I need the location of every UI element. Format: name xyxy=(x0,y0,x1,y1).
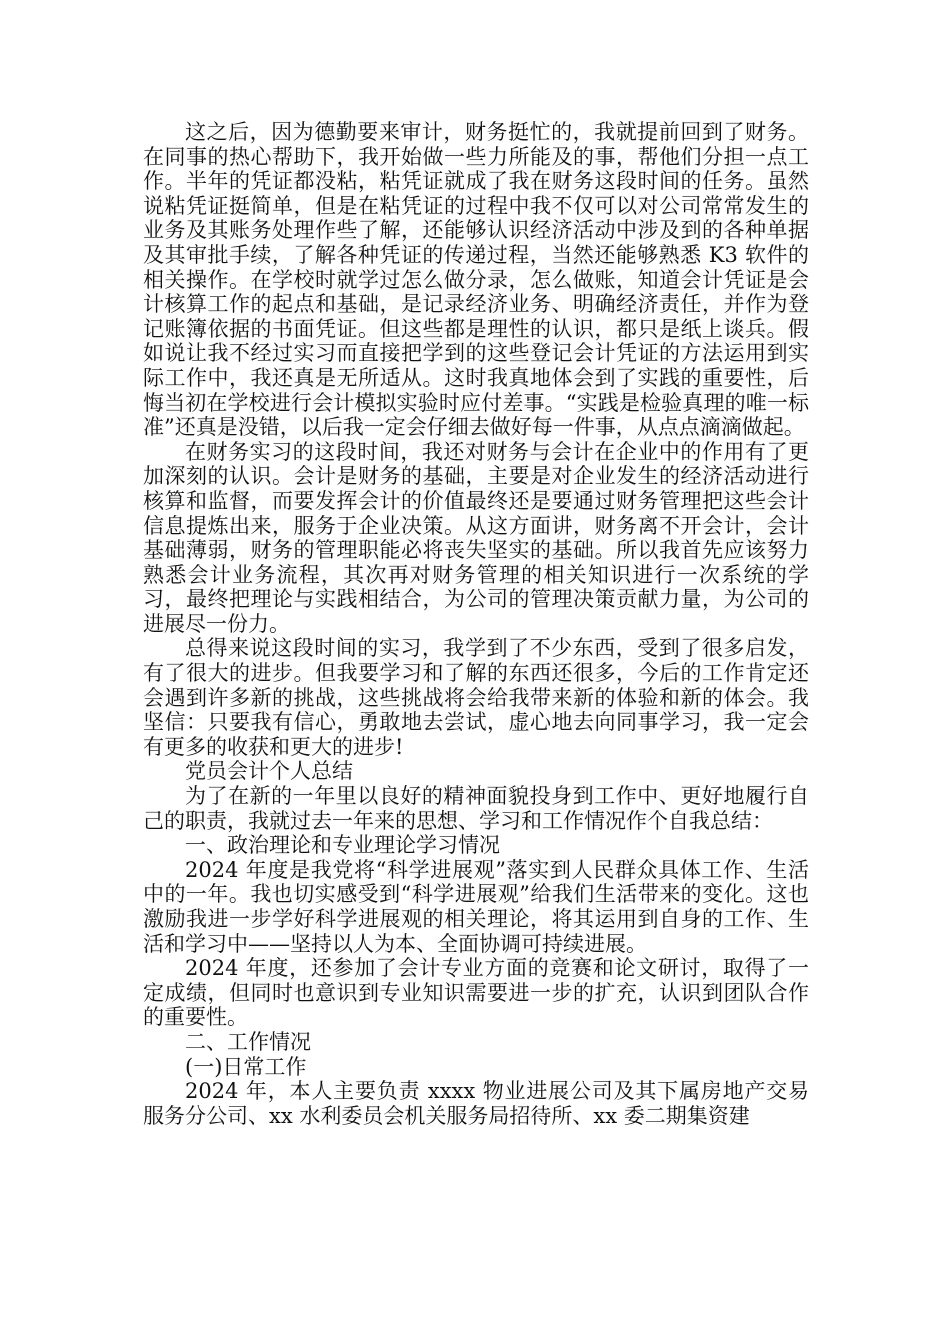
paragraph-internship-summary: 总得来说这段时间的实习，我学到了不少东西，受到了很多启发，有了很大的进步。但我要学习和了解的东西还很多，今后的工作肯定还会遇到许多新的挑战，这些挑战将会给我带来新的体验和新的体会。我坚信：只要我有信心，勇敢地去尝试，虚心地去向同事学习，我一定会有更多的收获和更大的进步! xyxy=(143,636,809,759)
paragraph-competitions: 2024 年度，还参加了会计专业方面的竞赛和论文研讨，取得了一定成绩，但同时也意识到专业知识需要进一步的扩充，认识到团队合作的重要性。 xyxy=(143,956,809,1030)
paragraph-audit-internship: 这之后，因为德勤要来审计，财务挺忙的，我就提前回到了财务。在同事的热心帮助下，我开始做一些力所能及的事，帮他们分担一点工作。半年的凭证都没粘，粘凭证就成了我在财务这段时间的任务。虽然说粘凭证挺简单，但是在粘凭证的过程中我不仅可以对公司常常发生的业务及其账务处理作些了解，还能够认识经济活动中涉及到的各种单据及其审批手续，了解各种凭证的传递过程，当然还能够熟悉 K3 软件的相关操作。在学校时就学过怎么做分录，怎么做账，知道会计凭证是会计核算工作的起点和基础，是记录经济业务、明确经济责任，并作为登记账簿依据的书面凭证。但这些都是理性的认识，都只是纸上谈兵。假如说让我不经过实习而直接把学到的这些登记会计凭证的方法运用到实际工作中，我还真是无所适从。这时我真地体会到了实践的重要性，后悔当初在学校进行会计模拟实验时应付差事。“实践是检验真理的唯一标准”还真是没错，以后我一定会仔细去做好每一件事，从点点滴滴做起。 xyxy=(143,120,809,440)
heading-daily-work: (一)日常工作 xyxy=(185,1054,307,1079)
paragraph-finance-accounting-role: 在财务实习的这段时间，我还对财务与会计在企业中的作用有了更加深刻的认识。会计是财务的基础，主要是对企业发生的经济活动进行核算和监督，而要发挥会计的价值最终还是要通过财务管理把这些会计信息提炼出来，服务于企业决策。从这方面讲，财务离不开会计，会计基础薄弱，财务的管理职能必将丧失坚实的基础。所以我首先应该努力熟悉会计业务流程，其次再对财务管理的相关知识进行一次系统的学习，最终把理论与实践相结合，为公司的管理决策贡献力量，为公司的进展尽一份力。 xyxy=(143,439,809,636)
paragraph-summary-intro: 为了在新的一年里以良好的精神面貌投身到工作中、更好地履行自己的职责，我就过去一年来的思想、学习和工作情况作个自我总结： xyxy=(143,784,809,833)
heading-work-situation: 二、工作情况 xyxy=(185,1029,311,1054)
paragraph-scientific-development: 2024 年度是我党将“科学进展观”落实到人民群众具体工作、生活中的一年。我也切实感受到“科学进展观”给我们生活带来的变化。这也激励我进一步学好科学进展观的相关理论，将其运用到自身的工作、生活和学习中——坚持以人为本、全面协调可持续进展。 xyxy=(143,857,809,956)
paragraph-responsibilities: 2024 年，本人主要负责 xxxx 物业进展公司及其下属房地产交易服务分公司、xx 水利委员会机关服务局招待所、xx 委二期集资建 xyxy=(143,1079,809,1128)
heading-theory-study: 一、政治理论和专业理论学习情况 xyxy=(185,833,500,858)
document-body xyxy=(143,120,809,1128)
section-title-party-member-summary: 党员会计个人总结 xyxy=(185,759,353,784)
